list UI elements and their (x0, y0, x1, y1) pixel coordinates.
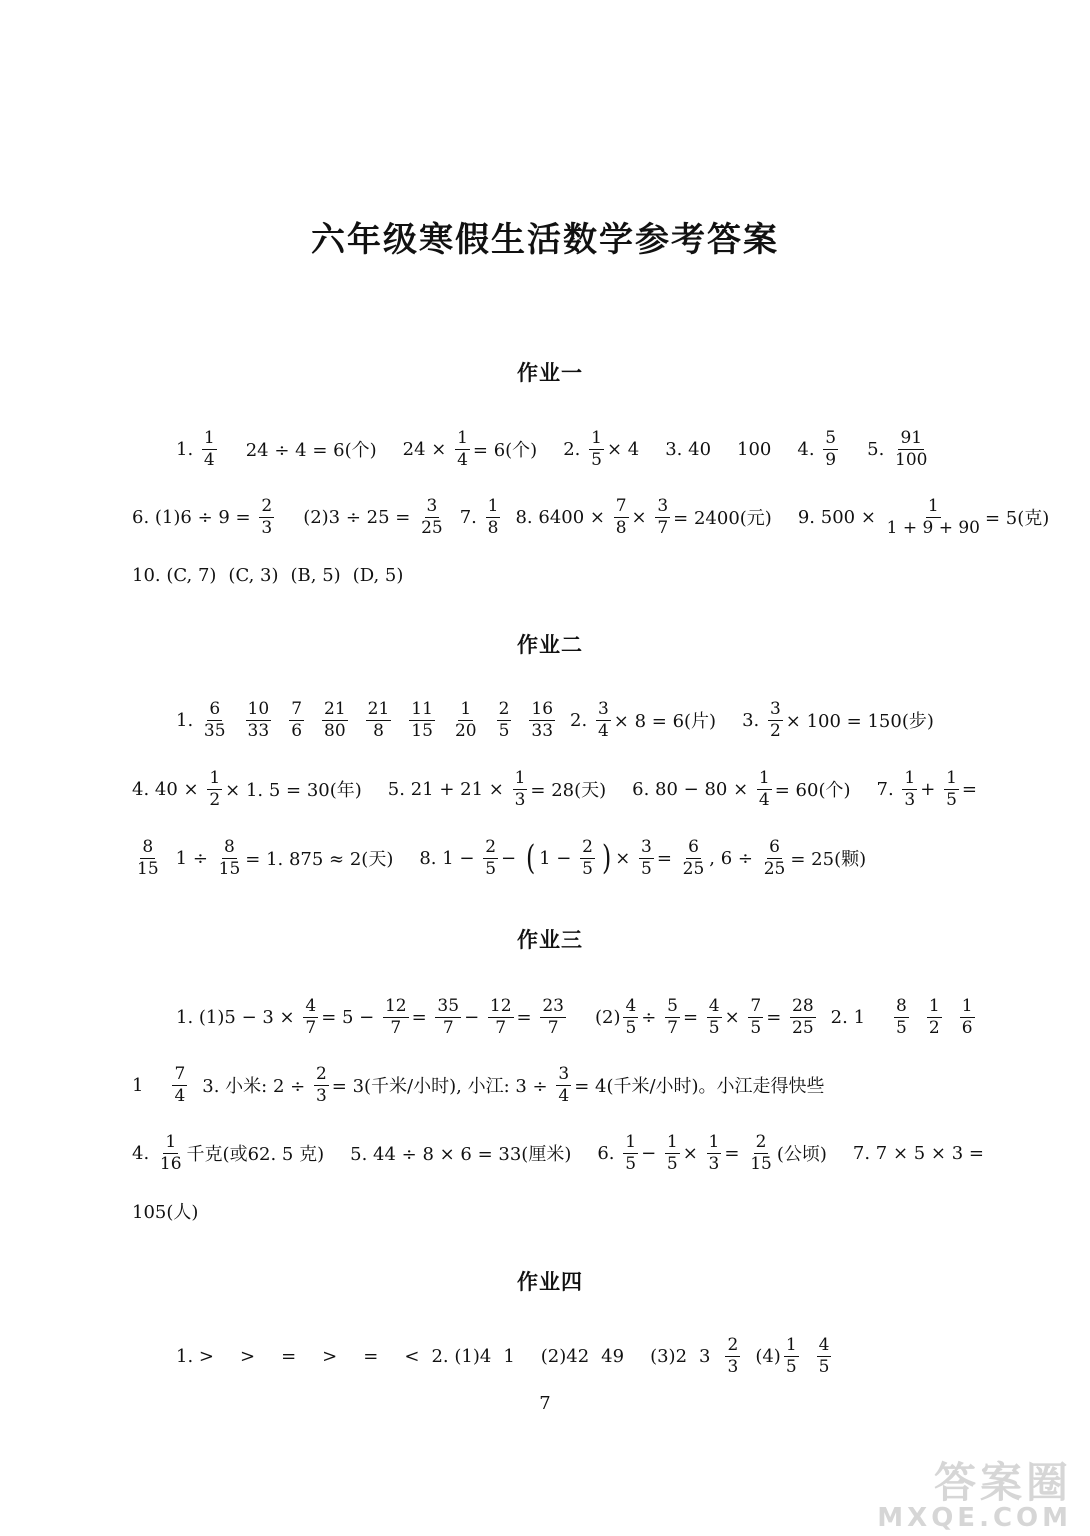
fraction-numerator: 2 (498, 698, 510, 719)
fraction-numerator: 6 (769, 836, 780, 857)
fraction-denominator: 25 (682, 858, 705, 879)
fraction-numerator: 1 (460, 698, 472, 719)
fraction-numerator: 3 (657, 495, 669, 516)
big-parenthesis: ) (601, 838, 612, 878)
math-text: = (516, 1006, 538, 1028)
answer-line-9 (132, 1126, 984, 1180)
fraction (540, 997, 566, 1037)
section-title-3: 作业三 (517, 928, 583, 952)
math-text: = (766, 1006, 788, 1028)
watermark-url: MXQE.COM (877, 1503, 1072, 1533)
fraction (623, 997, 638, 1037)
fraction (927, 997, 942, 1037)
fraction-denominator: 5 (582, 858, 593, 879)
fraction-numerator: 1 (927, 495, 939, 516)
fraction-denominator: 5 (946, 789, 957, 810)
fraction-denominator: 5 (818, 1356, 830, 1377)
math-text: × 4 (606, 438, 640, 460)
fraction (725, 1336, 740, 1376)
answer-line-11 (176, 1329, 834, 1383)
fraction-denominator: 4 (457, 449, 468, 470)
fraction-denominator: 7 (657, 517, 669, 538)
math-text: (B, 5) (290, 564, 341, 586)
fraction-denominator: 15 (411, 720, 433, 741)
fraction-numerator: 1 (487, 495, 499, 516)
fraction-denominator: 100 (895, 449, 928, 470)
fraction-numerator: 2 (485, 836, 497, 857)
fraction (580, 838, 595, 878)
answer-line-4 (176, 693, 934, 747)
fraction-denominator: 6 (291, 720, 303, 741)
fraction-numerator: 2 (727, 1334, 739, 1355)
fraction (435, 997, 461, 1037)
fraction (823, 429, 838, 469)
fraction-denominator: 25 (421, 517, 443, 538)
fraction-numerator: 1 (165, 1131, 177, 1152)
fraction-denominator: 25 (792, 1017, 814, 1038)
fraction-denominator: 4 (758, 789, 770, 810)
fraction-numerator: 1 (946, 767, 957, 788)
fraction-numerator: 1 (625, 1131, 637, 1152)
fraction-denominator: 4 (558, 1085, 570, 1106)
math-text: 千克(或62. 5 克) (186, 1144, 325, 1165)
fraction-numerator: 3 (641, 836, 652, 857)
math-text: 100 (737, 438, 772, 460)
answer-line-8 (132, 1058, 825, 1112)
fraction-numerator: 91 (900, 427, 923, 448)
math-text: (C, 3) (228, 564, 279, 586)
math-text: (2)42 (540, 1345, 590, 1367)
fraction (623, 1133, 638, 1173)
math-text: ÷ (641, 1006, 663, 1028)
math-text: 5. 21 + 21 × (387, 778, 510, 800)
fraction-denominator: 16 (159, 1153, 182, 1174)
math-text: − (464, 1006, 485, 1028)
math-text: = 4(千米/小时)。小江走得快些 (574, 1076, 825, 1097)
fraction-numerator: 11 (411, 698, 433, 719)
fraction-numerator: 1 (961, 995, 973, 1016)
math-text: > (322, 1345, 338, 1367)
fraction (488, 997, 514, 1037)
fraction-denominator: 7 (667, 1017, 678, 1038)
fraction (486, 497, 501, 537)
math-text: × (682, 1142, 704, 1164)
math-text: = 2400(元) (673, 508, 772, 529)
fraction-denominator: 3 (708, 1153, 720, 1174)
fraction (665, 997, 680, 1037)
fraction (748, 1133, 774, 1173)
fraction (322, 700, 348, 740)
fraction-numerator: 3 (426, 495, 438, 516)
math-text: 9. 500 × (797, 506, 882, 528)
fraction-denominator: 15 (218, 858, 241, 879)
fraction (259, 497, 274, 537)
fraction-denominator: 7 (390, 1017, 402, 1038)
fraction-denominator: 8 (373, 720, 384, 741)
math-text: 6. 80 − 80 × (632, 778, 754, 800)
math-text: × 100 = 150(步) (785, 711, 934, 732)
fraction-denominator: 7 (305, 1017, 317, 1038)
math-text: 5. 44 ÷ 8 × 6 = 33(厘米) (350, 1144, 572, 1165)
big-parenthesis: ( (525, 838, 536, 878)
fraction-denominator: 20 (454, 720, 477, 741)
fraction-numerator: 1 (708, 1131, 720, 1152)
fraction-denominator: 33 (531, 720, 554, 741)
fraction-numerator: 1 (928, 995, 940, 1016)
fraction (589, 429, 604, 469)
fraction-denominator: 3 (315, 1085, 327, 1106)
math-text: = (411, 1006, 433, 1028)
math-text: < (404, 1345, 420, 1367)
section-title-1: 作业一 (517, 361, 583, 385)
math-text: 4. 40 × (132, 778, 205, 800)
fraction-denominator: 3 (904, 789, 916, 810)
section-title-2: 作业二 (517, 633, 583, 657)
math-text: (4) (755, 1345, 781, 1367)
math-text: = 1. 875 ≈ 2(天) (245, 849, 394, 870)
fraction (455, 429, 470, 469)
math-text: × 1. 5 = 30(年) (225, 780, 362, 801)
fraction-numerator: 28 (792, 995, 814, 1016)
fraction (314, 1065, 329, 1105)
fraction-denominator: 35 (203, 720, 226, 741)
fraction-numerator: 2 (315, 1063, 327, 1084)
fraction-numerator: 21 (324, 698, 346, 719)
fraction (135, 838, 161, 878)
math-text: 2. (1)4 (431, 1345, 492, 1367)
fraction-numerator: 7 (615, 495, 627, 516)
math-text: 7. 7 × 5 × 3 = (852, 1142, 984, 1164)
math-text: 8. 1 − (419, 847, 481, 869)
fraction-denominator: 4 (174, 1085, 186, 1106)
fraction-numerator: 16 (531, 698, 554, 719)
answer-line-1 (176, 422, 932, 476)
math-text: 1 (503, 1345, 515, 1367)
fraction (497, 700, 512, 740)
fraction (366, 700, 392, 740)
math-text: 1. (176, 709, 199, 731)
fraction-denominator: 7 (442, 1017, 454, 1038)
fraction-denominator: 5 (641, 858, 652, 879)
fraction-denominator: 5 (750, 1017, 762, 1038)
math-text: 2. (570, 709, 593, 731)
math-text: 4. (132, 1142, 155, 1164)
fraction-denominator: 6 (961, 1017, 973, 1038)
answer-line-3 (132, 548, 403, 602)
fraction-numerator: 3 (597, 698, 609, 719)
fraction (529, 700, 555, 740)
fraction-denominator: 7 (547, 1017, 559, 1038)
math-text: = (363, 1345, 379, 1367)
math-text: = (682, 1006, 704, 1028)
fraction-numerator: 3 (769, 698, 781, 719)
fraction-denominator: 8 (615, 517, 627, 538)
fraction-denominator: 2 (209, 789, 221, 810)
fraction-denominator: 4 (597, 720, 609, 741)
fraction (289, 700, 304, 740)
fraction-denominator: 15 (137, 858, 159, 879)
math-text: = (281, 1345, 297, 1367)
math-text: (3)2 (650, 1345, 688, 1367)
fraction-numerator: 7 (291, 698, 303, 719)
fraction (665, 1133, 680, 1173)
answer-line-5 (132, 762, 977, 816)
math-text: = (656, 847, 678, 869)
page-title: 六年级寒假生活数学参考答案 (311, 220, 779, 260)
math-text: 6. (597, 1142, 621, 1164)
answer-line-2 (132, 490, 1049, 544)
math-text: 1. (1)5 − 3 × (176, 1006, 301, 1028)
math-text: 10. (C, 7) (132, 564, 217, 586)
fraction (513, 769, 528, 809)
math-text: = (961, 778, 977, 800)
fraction-numerator: 8 (896, 995, 907, 1016)
fraction (894, 997, 909, 1037)
fraction (303, 997, 318, 1037)
math-text: 105(人) (132, 1202, 199, 1223)
fraction-denominator: 1 + 9 + 90 (886, 517, 980, 538)
fraction (790, 997, 816, 1037)
math-text: × 8 = 6(片) (613, 711, 717, 732)
fraction (419, 497, 445, 537)
fraction-numerator: 2 (261, 495, 273, 516)
math-text: = 25(颗) (790, 849, 867, 870)
fraction (614, 497, 629, 537)
fraction-numerator: 12 (489, 995, 512, 1016)
fraction-numerator: 4 (708, 995, 720, 1016)
math-text: 3. (742, 709, 765, 731)
fraction (960, 997, 975, 1037)
fraction-denominator: 33 (247, 720, 270, 741)
fraction (885, 497, 982, 537)
fraction (207, 769, 222, 809)
fraction-numerator: 2 (755, 1131, 767, 1152)
fraction (655, 497, 670, 537)
math-text: = (724, 1142, 746, 1164)
math-text: 1 ÷ (175, 847, 214, 869)
fraction-numerator: 1 (209, 767, 221, 788)
math-text: 1 (132, 1074, 144, 1096)
fraction-numerator: 1 (457, 427, 468, 448)
page-number: 7 (539, 1393, 551, 1414)
fraction-numerator: 4 (818, 1334, 830, 1355)
fraction (784, 1336, 799, 1376)
fraction-numerator: 5 (667, 995, 678, 1016)
fraction (483, 838, 498, 878)
fraction-numerator: 1 (758, 767, 770, 788)
math-text: 2. (563, 438, 587, 460)
math-text: × (724, 1006, 746, 1028)
math-text: + (920, 778, 942, 800)
math-text: 4. (797, 438, 821, 460)
fraction-denominator: 5 (666, 1153, 678, 1174)
math-text: (D, 5) (352, 564, 404, 586)
fraction-denominator: 8 (487, 517, 499, 538)
math-text: 5. (867, 438, 891, 460)
fraction-numerator: 4 (625, 995, 637, 1016)
fraction (158, 1133, 184, 1173)
fraction-denominator: 15 (750, 1153, 772, 1174)
fraction-denominator: 2 (928, 1017, 940, 1038)
fraction-denominator: 4 (203, 449, 215, 470)
math-text: = 6(个) (472, 440, 538, 461)
fraction (202, 700, 228, 740)
math-text: 3. 40 (665, 438, 712, 460)
fraction-denominator: 9 (825, 449, 837, 470)
fraction (383, 997, 409, 1037)
math-text: (2) (594, 1006, 621, 1028)
fraction-denominator: 5 (498, 720, 510, 741)
fraction (893, 429, 929, 469)
answer-line-7 (176, 990, 978, 1044)
fraction-denominator: 3 (727, 1356, 739, 1377)
fraction (596, 700, 611, 740)
math-text: = 5(克) (985, 508, 1050, 529)
fraction-numerator: 1 (904, 767, 916, 788)
math-text: 7. (876, 778, 900, 800)
answer-line-10 (132, 1184, 198, 1238)
fraction-numerator: 21 (367, 698, 390, 719)
fraction-numerator: 7 (174, 1063, 186, 1084)
fraction (217, 838, 243, 878)
fraction (762, 838, 788, 878)
fraction (817, 1336, 832, 1376)
fraction (246, 700, 272, 740)
fraction-denominator: 7 (495, 1017, 507, 1038)
math-text: = 5 − (321, 1006, 380, 1028)
fraction (556, 1065, 571, 1105)
fraction (409, 700, 435, 740)
fraction-numerator: 8 (142, 836, 154, 857)
math-text: 2. 1 (830, 1006, 866, 1028)
answer-line-6 (132, 831, 866, 885)
math-text: 7. (459, 506, 483, 528)
fraction-numerator: 5 (825, 427, 837, 448)
fraction (768, 700, 783, 740)
math-text: , 6 ÷ (709, 847, 759, 869)
fraction-numerator: 2 (582, 836, 593, 857)
fraction (707, 1133, 722, 1173)
fraction-numerator: 6 (209, 698, 221, 719)
fraction (707, 997, 722, 1037)
watermark-logo (877, 1458, 1072, 1533)
fraction (172, 1065, 187, 1105)
fraction-denominator: 80 (324, 720, 346, 741)
watermark-text: 答案圈 (933, 1458, 1072, 1507)
fraction (944, 769, 959, 809)
fraction-denominator: 25 (763, 858, 786, 879)
fraction-numerator: 1 (591, 427, 602, 448)
fraction-numerator: 4 (305, 995, 317, 1016)
fraction-denominator: 5 (785, 1356, 797, 1377)
fraction-denominator: 5 (625, 1017, 637, 1038)
fraction-denominator: 5 (485, 858, 497, 879)
fraction-numerator: 10 (247, 698, 270, 719)
fraction (748, 997, 763, 1037)
math-text: 49 (601, 1345, 625, 1367)
fraction-numerator: 6 (688, 836, 699, 857)
math-text: = 3(千米/小时), 小江: 3 ÷ (331, 1076, 554, 1097)
fraction-numerator: 3 (558, 1063, 570, 1084)
math-text: − (641, 1142, 662, 1164)
fraction-numerator: 1 (785, 1334, 797, 1355)
math-text: 1. > (176, 1345, 214, 1367)
fraction (453, 700, 479, 740)
math-text: = 60(个) (774, 780, 851, 801)
math-text: (公顷) (776, 1144, 827, 1165)
math-text: = 28(天) (530, 780, 607, 801)
fraction-numerator: 1 (203, 427, 215, 448)
fraction-numerator: 35 (437, 995, 460, 1016)
math-text: × (631, 506, 653, 528)
math-text: 3. 小米: 2 ÷ (202, 1076, 311, 1097)
fraction-numerator: 8 (224, 836, 235, 857)
fraction (902, 769, 917, 809)
math-text: − (501, 847, 522, 869)
section-title-4: 作业四 (517, 1270, 583, 1294)
fraction-denominator: 5 (896, 1017, 907, 1038)
fraction (681, 838, 707, 878)
fraction-denominator: 5 (708, 1017, 720, 1038)
math-text: 1 − (539, 847, 578, 869)
fraction (639, 838, 654, 878)
math-text: 3 (699, 1345, 711, 1367)
fraction-denominator: 2 (769, 720, 781, 741)
math-text: 8. 6400 × (515, 506, 611, 528)
math-text: 24 ÷ 4 = 6(个) (245, 440, 377, 461)
math-text: (2)3 ÷ 25 = (303, 506, 417, 528)
math-text: × (615, 847, 637, 869)
fraction-denominator: 5 (591, 449, 602, 470)
fraction-numerator: 23 (542, 995, 564, 1016)
math-text: 24 × (402, 438, 453, 460)
math-text: 6. (1)6 ÷ 9 = (132, 506, 257, 528)
fraction-denominator: 3 (514, 789, 526, 810)
fraction-numerator: 1 (666, 1131, 678, 1152)
fraction-numerator: 7 (750, 995, 762, 1016)
fraction-denominator: 5 (625, 1153, 637, 1174)
fraction-denominator: 3 (261, 517, 273, 538)
fraction-numerator: 1 (514, 767, 526, 788)
math-text: > (239, 1345, 256, 1367)
fraction (202, 429, 217, 469)
math-text: 1. (176, 438, 199, 460)
fraction-numerator: 12 (384, 995, 407, 1016)
fraction (757, 769, 772, 809)
